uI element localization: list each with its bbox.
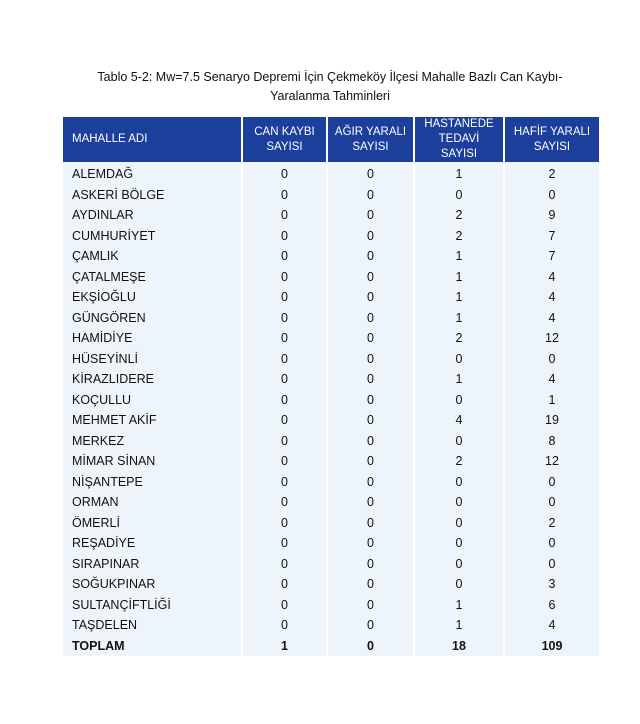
- table-row: [63, 226, 599, 247]
- header-hafif-yarali: HAFİF YARALI SAYISI: [505, 117, 599, 162]
- table-header: [63, 117, 599, 162]
- cell-can-kaybi: 0: [243, 533, 326, 554]
- cell-hastanede-tedavi: 0: [415, 431, 503, 452]
- cell-agir-yarali: 0: [328, 533, 413, 554]
- cell-mahalle-adi: REŞADİYE: [63, 533, 241, 554]
- cell-agir-yarali: 0: [328, 287, 413, 308]
- cell-hastanede-tedavi: 0: [415, 349, 503, 370]
- cell-can-kaybi: 0: [243, 615, 326, 636]
- cell-agir-yarali: 0: [328, 162, 413, 185]
- table-row: [63, 554, 599, 575]
- table-row: [63, 246, 599, 267]
- cell-agir-yarali: 0: [328, 615, 413, 636]
- cell-mahalle-adi: NİŞANTEPE: [63, 472, 241, 493]
- cell-hafif-yarali: 0: [505, 349, 599, 370]
- cell-hastanede-tedavi: 0: [415, 390, 503, 411]
- total-cell-mahalle-adi: TOPLAM: [63, 636, 241, 657]
- cell-agir-yarali: 0: [328, 513, 413, 534]
- cell-hafif-yarali: 0: [505, 185, 599, 206]
- total-row: [63, 636, 599, 657]
- cell-hastanede-tedavi: 0: [415, 554, 503, 575]
- cell-can-kaybi: 0: [243, 328, 326, 349]
- cell-hastanede-tedavi: 0: [415, 492, 503, 513]
- table-caption: [60, 68, 600, 106]
- cell-mahalle-adi: ÇATALMEŞE: [63, 267, 241, 288]
- cell-can-kaybi: 0: [243, 267, 326, 288]
- header-agir-yarali: AĞIR YARALI SAYISI: [328, 117, 413, 162]
- cell-hafif-yarali: 3: [505, 574, 599, 595]
- cell-agir-yarali: 0: [328, 246, 413, 267]
- table-row: [63, 410, 599, 431]
- cell-hastanede-tedavi: 0: [415, 533, 503, 554]
- total-cell-agir-yarali: 0: [328, 636, 413, 657]
- cell-can-kaybi: 0: [243, 574, 326, 595]
- cell-mahalle-adi: SOĞUKPINAR: [63, 574, 241, 595]
- cell-agir-yarali: 0: [328, 390, 413, 411]
- cell-hafif-yarali: 19: [505, 410, 599, 431]
- cell-mahalle-adi: EKŞİOĞLU: [63, 287, 241, 308]
- cell-hastanede-tedavi: 1: [415, 595, 503, 616]
- table-row: [63, 308, 599, 329]
- cell-can-kaybi: 0: [243, 205, 326, 226]
- table-row: [63, 267, 599, 288]
- cell-hastanede-tedavi: 1: [415, 615, 503, 636]
- cell-hastanede-tedavi: 1: [415, 162, 503, 185]
- cell-can-kaybi: 0: [243, 410, 326, 431]
- table-row: [63, 390, 599, 411]
- cell-can-kaybi: 0: [243, 287, 326, 308]
- cell-agir-yarali: 0: [328, 328, 413, 349]
- cell-mahalle-adi: MERKEZ: [63, 431, 241, 452]
- table-row: [63, 615, 599, 636]
- cell-hafif-yarali: 12: [505, 451, 599, 472]
- cell-agir-yarali: 0: [328, 185, 413, 206]
- cell-agir-yarali: 0: [328, 226, 413, 247]
- cell-hastanede-tedavi: 1: [415, 246, 503, 267]
- cell-can-kaybi: 0: [243, 513, 326, 534]
- cell-agir-yarali: 0: [328, 431, 413, 452]
- header-can-kaybi: CAN KAYBI SAYISI: [243, 117, 326, 162]
- cell-hastanede-tedavi: 0: [415, 472, 503, 493]
- cell-mahalle-adi: HÜSEYİNLİ: [63, 349, 241, 370]
- cell-mahalle-adi: MİMAR SİNAN: [63, 451, 241, 472]
- cell-can-kaybi: 0: [243, 595, 326, 616]
- cell-hafif-yarali: 12: [505, 328, 599, 349]
- cell-can-kaybi: 0: [243, 554, 326, 575]
- table-row: [63, 472, 599, 493]
- casualty-estimates-table: [61, 117, 601, 656]
- table-row: [63, 513, 599, 534]
- caption-line-1: Tablo 5-2: Mw=7.5 Senaryo Depremi İçin Çekmeköy İlçesi Mahalle Bazlı Can Kaybı-: [97, 70, 563, 84]
- cell-agir-yarali: 0: [328, 267, 413, 288]
- cell-hafif-yarali: 4: [505, 615, 599, 636]
- table-row: [63, 205, 599, 226]
- cell-hafif-yarali: 9: [505, 205, 599, 226]
- table-row: [63, 533, 599, 554]
- table-row: [63, 574, 599, 595]
- cell-hafif-yarali: 4: [505, 267, 599, 288]
- cell-mahalle-adi: ALEMDAĞ: [63, 162, 241, 185]
- header-hastanede-tedavi: HASTANEDE TEDAVİ SAYISI: [415, 117, 503, 162]
- header-mahalle-adi: MAHALLE ADI: [63, 117, 241, 162]
- cell-mahalle-adi: ÇAMLIK: [63, 246, 241, 267]
- cell-hafif-yarali: 6: [505, 595, 599, 616]
- total-cell-hafif-yarali: 109: [505, 636, 599, 657]
- cell-hastanede-tedavi: 1: [415, 287, 503, 308]
- table-row: [63, 185, 599, 206]
- table-row: [63, 595, 599, 616]
- table-row: [63, 287, 599, 308]
- cell-agir-yarali: 0: [328, 595, 413, 616]
- cell-hafif-yarali: 8: [505, 431, 599, 452]
- cell-agir-yarali: 0: [328, 369, 413, 390]
- cell-hafif-yarali: 0: [505, 533, 599, 554]
- cell-agir-yarali: 0: [328, 472, 413, 493]
- cell-can-kaybi: 0: [243, 390, 326, 411]
- cell-can-kaybi: 0: [243, 308, 326, 329]
- total-cell-can-kaybi: 1: [243, 636, 326, 657]
- cell-agir-yarali: 0: [328, 308, 413, 329]
- cell-mahalle-adi: SULTANÇİFTLİĞİ: [63, 595, 241, 616]
- table-row: [63, 431, 599, 452]
- cell-mahalle-adi: ORMAN: [63, 492, 241, 513]
- cell-can-kaybi: 0: [243, 226, 326, 247]
- cell-mahalle-adi: AYDINLAR: [63, 205, 241, 226]
- table-row: [63, 369, 599, 390]
- cell-agir-yarali: 0: [328, 349, 413, 370]
- cell-hafif-yarali: 7: [505, 246, 599, 267]
- cell-mahalle-adi: ÖMERLİ: [63, 513, 241, 534]
- table-body: [63, 162, 599, 656]
- cell-hafif-yarali: 4: [505, 369, 599, 390]
- table-row: [63, 349, 599, 370]
- cell-mahalle-adi: SIRAPINAR: [63, 554, 241, 575]
- cell-agir-yarali: 0: [328, 574, 413, 595]
- table-row: [63, 162, 599, 185]
- cell-hafif-yarali: 0: [505, 554, 599, 575]
- cell-mahalle-adi: GÜNGÖREN: [63, 308, 241, 329]
- cell-hafif-yarali: 4: [505, 308, 599, 329]
- cell-can-kaybi: 0: [243, 369, 326, 390]
- cell-hastanede-tedavi: 0: [415, 185, 503, 206]
- cell-mahalle-adi: KOÇULLU: [63, 390, 241, 411]
- cell-hastanede-tedavi: 4: [415, 410, 503, 431]
- header-row: [63, 117, 599, 162]
- cell-hafif-yarali: 0: [505, 472, 599, 493]
- cell-can-kaybi: 0: [243, 162, 326, 185]
- table-row: [63, 328, 599, 349]
- cell-agir-yarali: 0: [328, 410, 413, 431]
- table-row: [63, 451, 599, 472]
- cell-hafif-yarali: 0: [505, 492, 599, 513]
- cell-hafif-yarali: 2: [505, 162, 599, 185]
- cell-hastanede-tedavi: 2: [415, 451, 503, 472]
- cell-agir-yarali: 0: [328, 451, 413, 472]
- cell-hastanede-tedavi: 1: [415, 308, 503, 329]
- cell-can-kaybi: 0: [243, 431, 326, 452]
- cell-mahalle-adi: KİRAZLIDERE: [63, 369, 241, 390]
- cell-mahalle-adi: TAŞDELEN: [63, 615, 241, 636]
- cell-can-kaybi: 0: [243, 349, 326, 370]
- cell-hafif-yarali: 7: [505, 226, 599, 247]
- table-row: [63, 492, 599, 513]
- cell-mahalle-adi: HAMİDİYE: [63, 328, 241, 349]
- cell-can-kaybi: 0: [243, 451, 326, 472]
- cell-hastanede-tedavi: 2: [415, 328, 503, 349]
- cell-hafif-yarali: 4: [505, 287, 599, 308]
- cell-mahalle-adi: MEHMET AKİF: [63, 410, 241, 431]
- cell-can-kaybi: 0: [243, 185, 326, 206]
- cell-hafif-yarali: 1: [505, 390, 599, 411]
- cell-hastanede-tedavi: 1: [415, 369, 503, 390]
- cell-hastanede-tedavi: 0: [415, 574, 503, 595]
- cell-agir-yarali: 0: [328, 205, 413, 226]
- cell-hastanede-tedavi: 1: [415, 267, 503, 288]
- cell-can-kaybi: 0: [243, 246, 326, 267]
- cell-agir-yarali: 0: [328, 492, 413, 513]
- cell-agir-yarali: 0: [328, 554, 413, 575]
- cell-can-kaybi: 0: [243, 472, 326, 493]
- cell-hastanede-tedavi: 2: [415, 226, 503, 247]
- cell-hastanede-tedavi: 0: [415, 513, 503, 534]
- cell-hastanede-tedavi: 2: [415, 205, 503, 226]
- cell-mahalle-adi: CUMHURİYET: [63, 226, 241, 247]
- cell-hafif-yarali: 2: [505, 513, 599, 534]
- caption-line-2: Yaralanma Tahminleri: [270, 89, 390, 103]
- cell-mahalle-adi: ASKERİ BÖLGE: [63, 185, 241, 206]
- total-cell-hastanede-tedavi: 18: [415, 636, 503, 657]
- cell-can-kaybi: 0: [243, 492, 326, 513]
